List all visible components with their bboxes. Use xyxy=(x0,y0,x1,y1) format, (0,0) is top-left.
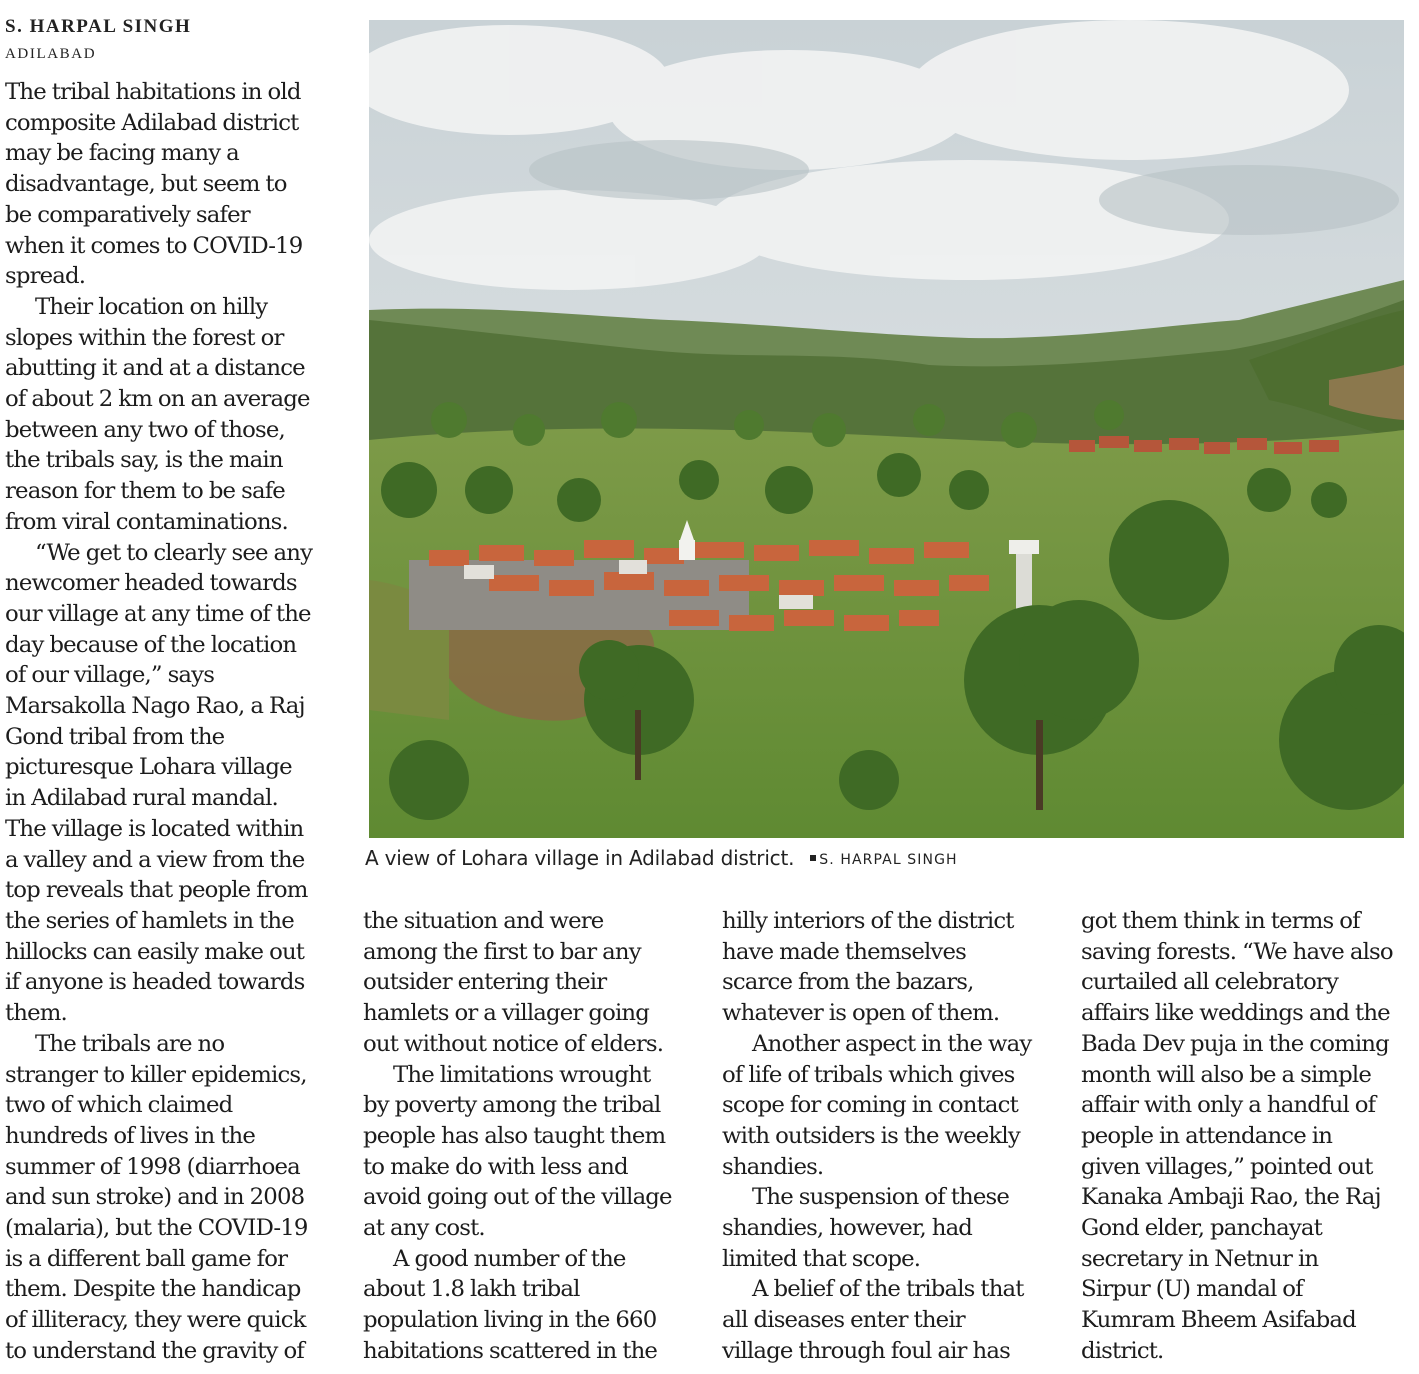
text-line: limited that scope. xyxy=(722,1245,921,1272)
text-line: avoid going out of the village xyxy=(363,1184,672,1211)
text-line: summer of 1998 (diarrhoea xyxy=(5,1153,300,1180)
text-line: shandies, however, had xyxy=(722,1215,973,1242)
text-line: people has also taught them xyxy=(363,1122,666,1149)
text-line: district. xyxy=(1081,1337,1164,1364)
text-line: affair with only a handful of xyxy=(1081,1092,1376,1119)
article-column-1 xyxy=(5,77,345,1367)
text-line: outsider entering their xyxy=(363,969,607,996)
text-line: have made themselves xyxy=(722,938,966,965)
text-line: The tribals are no xyxy=(35,1030,225,1057)
text-line: “We get to clearly see any xyxy=(35,539,313,566)
text-line: curtailed all celebratory xyxy=(1081,969,1338,996)
village-landscape-illustration xyxy=(369,20,1404,838)
text-line: disadvantage, but seem to xyxy=(5,171,287,198)
text-line: Their location on hilly xyxy=(35,293,268,320)
text-line: The suspension of these xyxy=(752,1184,1009,1211)
text-line: spread. xyxy=(5,263,86,290)
article-column-2 xyxy=(363,906,703,1367)
text-line: to understand the gravity of xyxy=(5,1337,304,1364)
text-line: out without notice of elders. xyxy=(363,1030,664,1057)
text-line: Gond tribal from the xyxy=(5,723,225,750)
text-line: Bada Dev puja in the coming xyxy=(1081,1030,1389,1057)
text-line: them. Despite the handicap xyxy=(5,1276,301,1303)
village-photo xyxy=(369,20,1404,838)
text-line: two of which claimed xyxy=(5,1092,233,1119)
text-line: picturesque Lohara village xyxy=(5,754,292,781)
byline: S. HARPAL SINGH xyxy=(5,16,192,37)
text-line: village through foul air has xyxy=(722,1337,1010,1364)
text-line: of our village,” says xyxy=(5,662,215,689)
text-line: newcomer headed towards xyxy=(5,570,297,597)
text-line: saving forests. “We have also xyxy=(1081,938,1393,965)
text-line: reason for them to be safe xyxy=(5,478,285,505)
text-line: to make do with less and xyxy=(363,1153,628,1180)
text-line: of about 2 km on an average xyxy=(5,386,310,413)
text-line: may be facing many a xyxy=(5,140,239,167)
text-line: slopes within the forest or xyxy=(5,324,284,351)
article-column-3 xyxy=(722,906,1062,1367)
text-line: abutting it and at a distance xyxy=(5,355,305,382)
text-line: Marsakolla Nago Rao, a Raj xyxy=(5,693,305,720)
text-line: hundreds of lives in the xyxy=(5,1122,256,1149)
text-line: population living in the 660 xyxy=(363,1307,657,1334)
text-line: month will also be a simple xyxy=(1081,1061,1371,1088)
text-line: hillocks can easily make out xyxy=(5,938,305,965)
text-line: all diseases enter their xyxy=(722,1307,965,1334)
text-line: shandies. xyxy=(722,1153,824,1180)
text-line: them. xyxy=(5,1000,67,1027)
text-line: our village at any time of the xyxy=(5,600,311,627)
text-line: (malaria), but the COVID-19 xyxy=(5,1215,308,1242)
text-line: secretary in Netnur in xyxy=(1081,1245,1319,1272)
text-line: with outsiders is the weekly xyxy=(722,1122,1020,1149)
text-line: affairs like weddings and the xyxy=(1081,1000,1390,1027)
text-line: about 1.8 lakh tribal xyxy=(363,1276,580,1303)
text-line: people in attendance in xyxy=(1081,1122,1333,1149)
text-line: hilly interiors of the district xyxy=(722,908,1014,934)
photo-credit: S. HARPAL SINGH xyxy=(819,852,958,868)
text-line: scarce from the bazars, xyxy=(722,969,974,996)
article-column-4 xyxy=(1081,906,1417,1367)
text-line: of life of tribals which gives xyxy=(722,1061,1015,1088)
text-line: from viral contaminations. xyxy=(5,508,288,535)
text-line: between any two of those, xyxy=(5,416,285,443)
text-line: Kumram Bheem Asifabad xyxy=(1081,1307,1356,1334)
text-line: at any cost. xyxy=(363,1215,485,1242)
text-line: The tribal habitations in old xyxy=(5,79,301,105)
text-line: A belief of the tribals that xyxy=(752,1276,1024,1303)
photo-caption xyxy=(365,846,958,870)
text-line: top reveals that people from xyxy=(5,877,308,904)
text-line: when it comes to COVID-19 xyxy=(5,232,303,259)
text-line: a valley and a view from the xyxy=(5,846,305,873)
square-bullet-icon xyxy=(810,855,816,861)
text-line: Kanaka Ambaji Rao, the Raj xyxy=(1081,1184,1381,1211)
text-line: Sirpur (U) mandal of xyxy=(1081,1276,1303,1303)
text-line: among the first to bar any xyxy=(363,938,641,965)
text-line: Another aspect in the way xyxy=(752,1030,1032,1057)
text-line: got them think in terms of xyxy=(1081,908,1360,934)
caption-text: A view of Lohara village in Adilabad district. xyxy=(365,846,795,870)
text-line: The village is located within xyxy=(5,815,304,842)
text-line: stranger to killer epidemics, xyxy=(5,1061,307,1088)
text-line: scope for coming in contact xyxy=(722,1092,1018,1119)
text-line: composite Adilabad district xyxy=(5,109,299,136)
text-line: Gond elder, panchayat xyxy=(1081,1215,1322,1242)
text-line: and sun stroke) and in 2008 xyxy=(5,1184,305,1211)
text-line: habitations scattered in the xyxy=(363,1337,658,1364)
text-line: given villages,” pointed out xyxy=(1081,1153,1373,1180)
text-line: by poverty among the tribal xyxy=(363,1092,661,1119)
text-line: of illiteracy, they were quick xyxy=(5,1307,306,1334)
text-line: be comparatively safer xyxy=(5,201,250,228)
text-line: the series of hamlets in the xyxy=(5,907,294,934)
text-line: the tribals say, is the main xyxy=(5,447,283,474)
dateline: ADILABAD xyxy=(5,46,97,62)
text-line: day because of the location xyxy=(5,631,297,658)
text-line: whatever is open of them. xyxy=(722,1000,1000,1027)
text-line: the situation and were xyxy=(363,908,604,934)
text-line: The limitations wrought xyxy=(393,1061,651,1088)
text-line: A good number of the xyxy=(393,1245,626,1272)
text-line: hamlets or a villager going xyxy=(363,1000,649,1027)
text-line: if anyone is headed towards xyxy=(5,969,305,996)
text-line: in Adilabad rural mandal. xyxy=(5,785,278,812)
text-line: is a different ball game for xyxy=(5,1245,288,1272)
